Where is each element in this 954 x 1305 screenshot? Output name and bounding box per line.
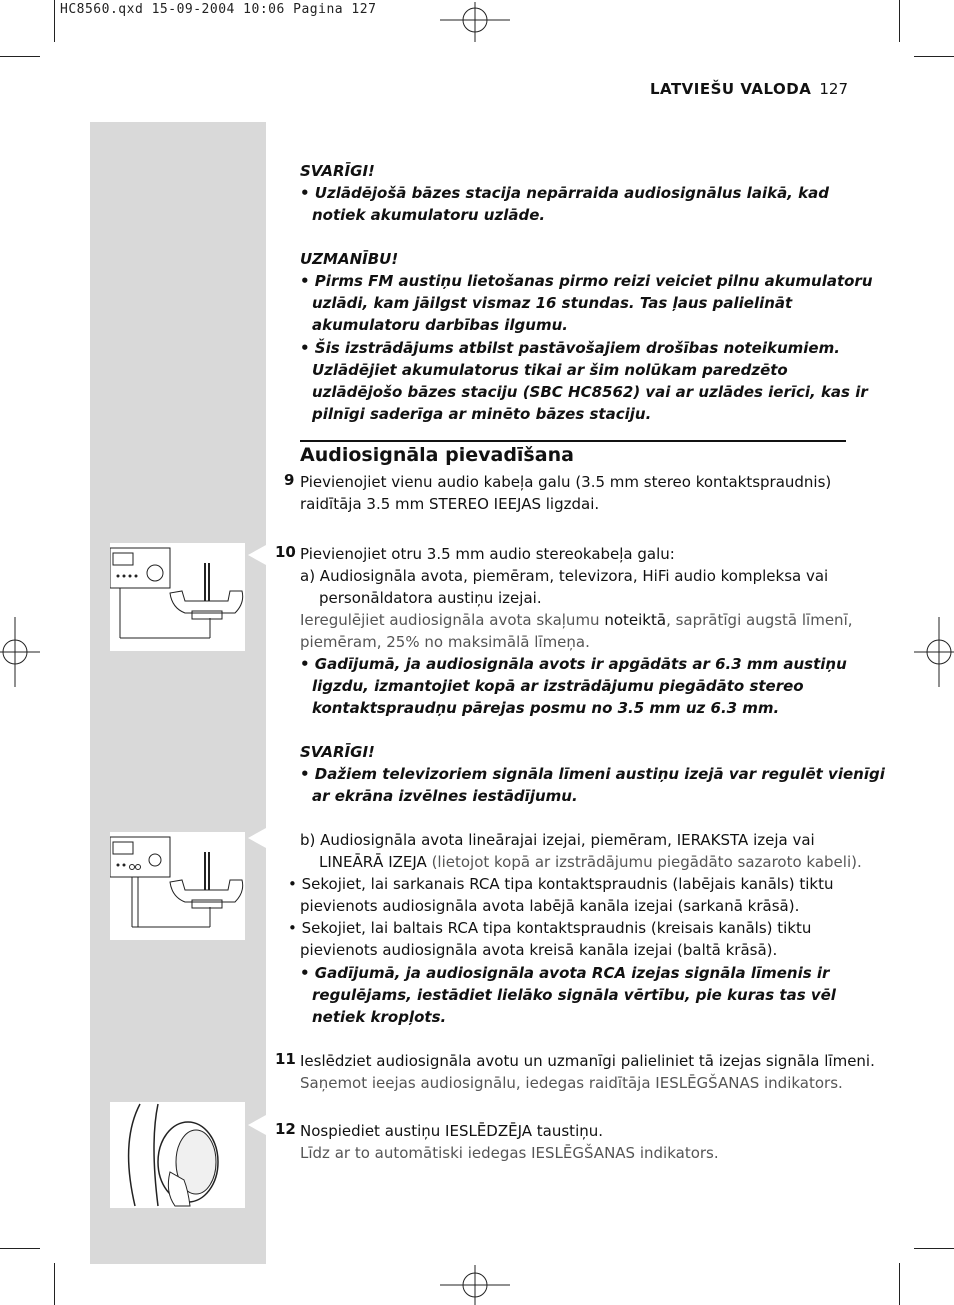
caution-line: • Šis izstrādājums atbilst pastāvošajiem drošības noteikumiem.: [300, 339, 840, 357]
step-number: 12: [275, 1120, 296, 1138]
rca-bullet: • Sekojiet, lai sarkanais RCA tipa kontaktspraudnis (labējais kanāls) tiktu: [288, 875, 834, 893]
registration-mark-icon: [0, 602, 40, 702]
step-text: Nospiediet austiņu IESLĒDZĒJA taustiņu.: [300, 1122, 604, 1140]
step-text: Līdz ar to automātiski iedegas IESLĒGŠANAS indikators.: [300, 1144, 719, 1162]
step-text: b) Audiosignāla avota lineārajai izejai, piemēram, IERAKSTA izeja vai: [300, 831, 815, 849]
headphone-jack-connection-illustration: [110, 543, 245, 651]
step-text: Ieslēdziet audiosignāla avotu un uzmanīgi palieliniet tā izejas signāla līmeni.: [300, 1052, 875, 1070]
crop-mark: [914, 1248, 954, 1249]
caution-line: uzlādi, kam jāilgst vismaz 16 stundas. Tas ļaus palielināt: [312, 294, 793, 312]
sidebar-notch: [248, 828, 266, 848]
crop-mark: [914, 56, 954, 57]
crop-mark: [899, 1263, 900, 1305]
warning-title: SVARĪGI!: [300, 162, 375, 180]
section-divider: [300, 440, 846, 442]
volume-note-post: , saprātīgi augstā līmenī,: [666, 611, 853, 629]
crop-mark: [0, 56, 40, 57]
volume-note-highlight: noteiktā: [604, 611, 667, 629]
caution-line: akumulatoru darbības ilgumu.: [312, 316, 568, 334]
step-number: 11: [275, 1050, 296, 1068]
sidebar-panel: [90, 122, 266, 1264]
adapter-note: ligzdu, izmantojiet kopā ar izstrādājumu piegādāto stereo: [312, 677, 804, 695]
line-out-label: LINEĀRĀ IZEJA: [319, 853, 427, 871]
step-text: raidītāja 3.5 mm STEREO IEEJAS ligzdai.: [300, 495, 600, 513]
step-text: Pievienojiet vienu audio kabeļa galu (3.5 mm stereo kontaktspraudnis): [300, 473, 832, 491]
section-language: LATVIEŠU VALODA: [649, 80, 812, 98]
registration-mark-icon: [440, 1265, 510, 1305]
registration-mark-icon: [440, 2, 510, 42]
step-number: 9: [284, 471, 295, 489]
page-header: [650, 80, 848, 98]
volume-note: [300, 609, 853, 631]
step-text: [319, 851, 862, 873]
adapter-note: kontaktspraudņu pārejas posmu no 3.5 mm uz 6.3 mm.: [312, 699, 780, 717]
step-number: 10: [275, 543, 296, 561]
caution-title: UZMANĪBU!: [300, 250, 399, 268]
rca-bullet: pievienots audiosignāla avota kreisā kanāla izejai (baltā krāsā).: [300, 941, 778, 959]
rca-level-note: • Gadījumā, ja audiosignāla avota RCA izejas signāla līmenis ir: [300, 964, 830, 982]
rca-cable-connection-illustration: [110, 832, 245, 940]
volume-note-pre: Ieregulējiet audiosignāla avota skaļumu: [300, 611, 605, 629]
warning-line: • Uzlādējošā bāzes stacija nepārraida audiosignālus laikā, kad: [300, 184, 829, 202]
registration-mark-icon: [914, 602, 954, 702]
step-text: Saņemot ieejas audiosignālu, iedegas raidītāja IESLĒGŠANAS indikators.: [300, 1074, 843, 1092]
section-heading: Audiosignāla pievadīšana: [300, 444, 574, 466]
sidebar-notch: [248, 1115, 266, 1135]
step-text: a) Audiosignāla avota, piemēram, televizora, HiFi audio kompleksa vai: [300, 567, 829, 585]
line-out-note: (lietojot kopā ar izstrādājumu piegādāto sazaroto kabeli).: [426, 853, 862, 871]
warning-title: SVARĪGI!: [300, 743, 375, 761]
step-text: personāldatora austiņu izejai.: [319, 589, 542, 607]
warning-line: notiek akumulatoru uzlāde.: [312, 206, 546, 224]
headphone-power-button-illustration: [110, 1102, 245, 1208]
print-slug: HC8560.qxd 15-09-2004 10:06 Pagina 127: [60, 2, 377, 17]
rca-level-note: netiek kropļots.: [312, 1008, 447, 1026]
step-text: Pievienojiet otru 3.5 mm audio stereokabeļa galu:: [300, 545, 675, 563]
rca-bullet: pievienots audiosignāla avota labējā kanāla izejai (sarkanā krāsā).: [300, 897, 800, 915]
warning-line: • Dažiem televizoriem signāla līmeni austiņu izejā var regulēt vienīgi: [300, 765, 885, 783]
volume-note: piemēram, 25% no maksimālā līmeņa.: [300, 633, 590, 651]
crop-mark: [0, 1248, 40, 1249]
crop-mark: [54, 1263, 55, 1305]
rca-level-note: regulējams, iestādiet lielāko signāla vērtību, pie kuras tas vēl: [312, 986, 836, 1004]
caution-line: Uzlādējiet akumulatorus tikai ar šim nolūkam paredzēto: [312, 361, 788, 379]
crop-mark: [54, 0, 55, 42]
sidebar-notch: [248, 545, 266, 565]
caution-line: • Pirms FM austiņu lietošanas pirmo reizi veiciet pilnu akumulatoru: [300, 272, 873, 290]
warning-line: ar ekrāna izvēlnes iestādījumu.: [312, 787, 578, 805]
caution-line: pilnīgi saderīga ar minēto bāzes staciju.: [312, 405, 652, 423]
caution-line: uzlādējošo bāzes staciju (SBC HC8562) vai ar uzlādes ierīci, kas ir: [312, 383, 868, 401]
crop-mark: [899, 0, 900, 42]
adapter-note: • Gadījumā, ja audiosignāla avots ir apgādāts ar 6.3 mm austiņu: [300, 655, 847, 673]
rca-bullet: • Sekojiet, lai baltais RCA tipa kontaktspraudnis (kreisais kanāls) tiktu: [288, 919, 812, 937]
page-number: 127: [819, 80, 848, 98]
